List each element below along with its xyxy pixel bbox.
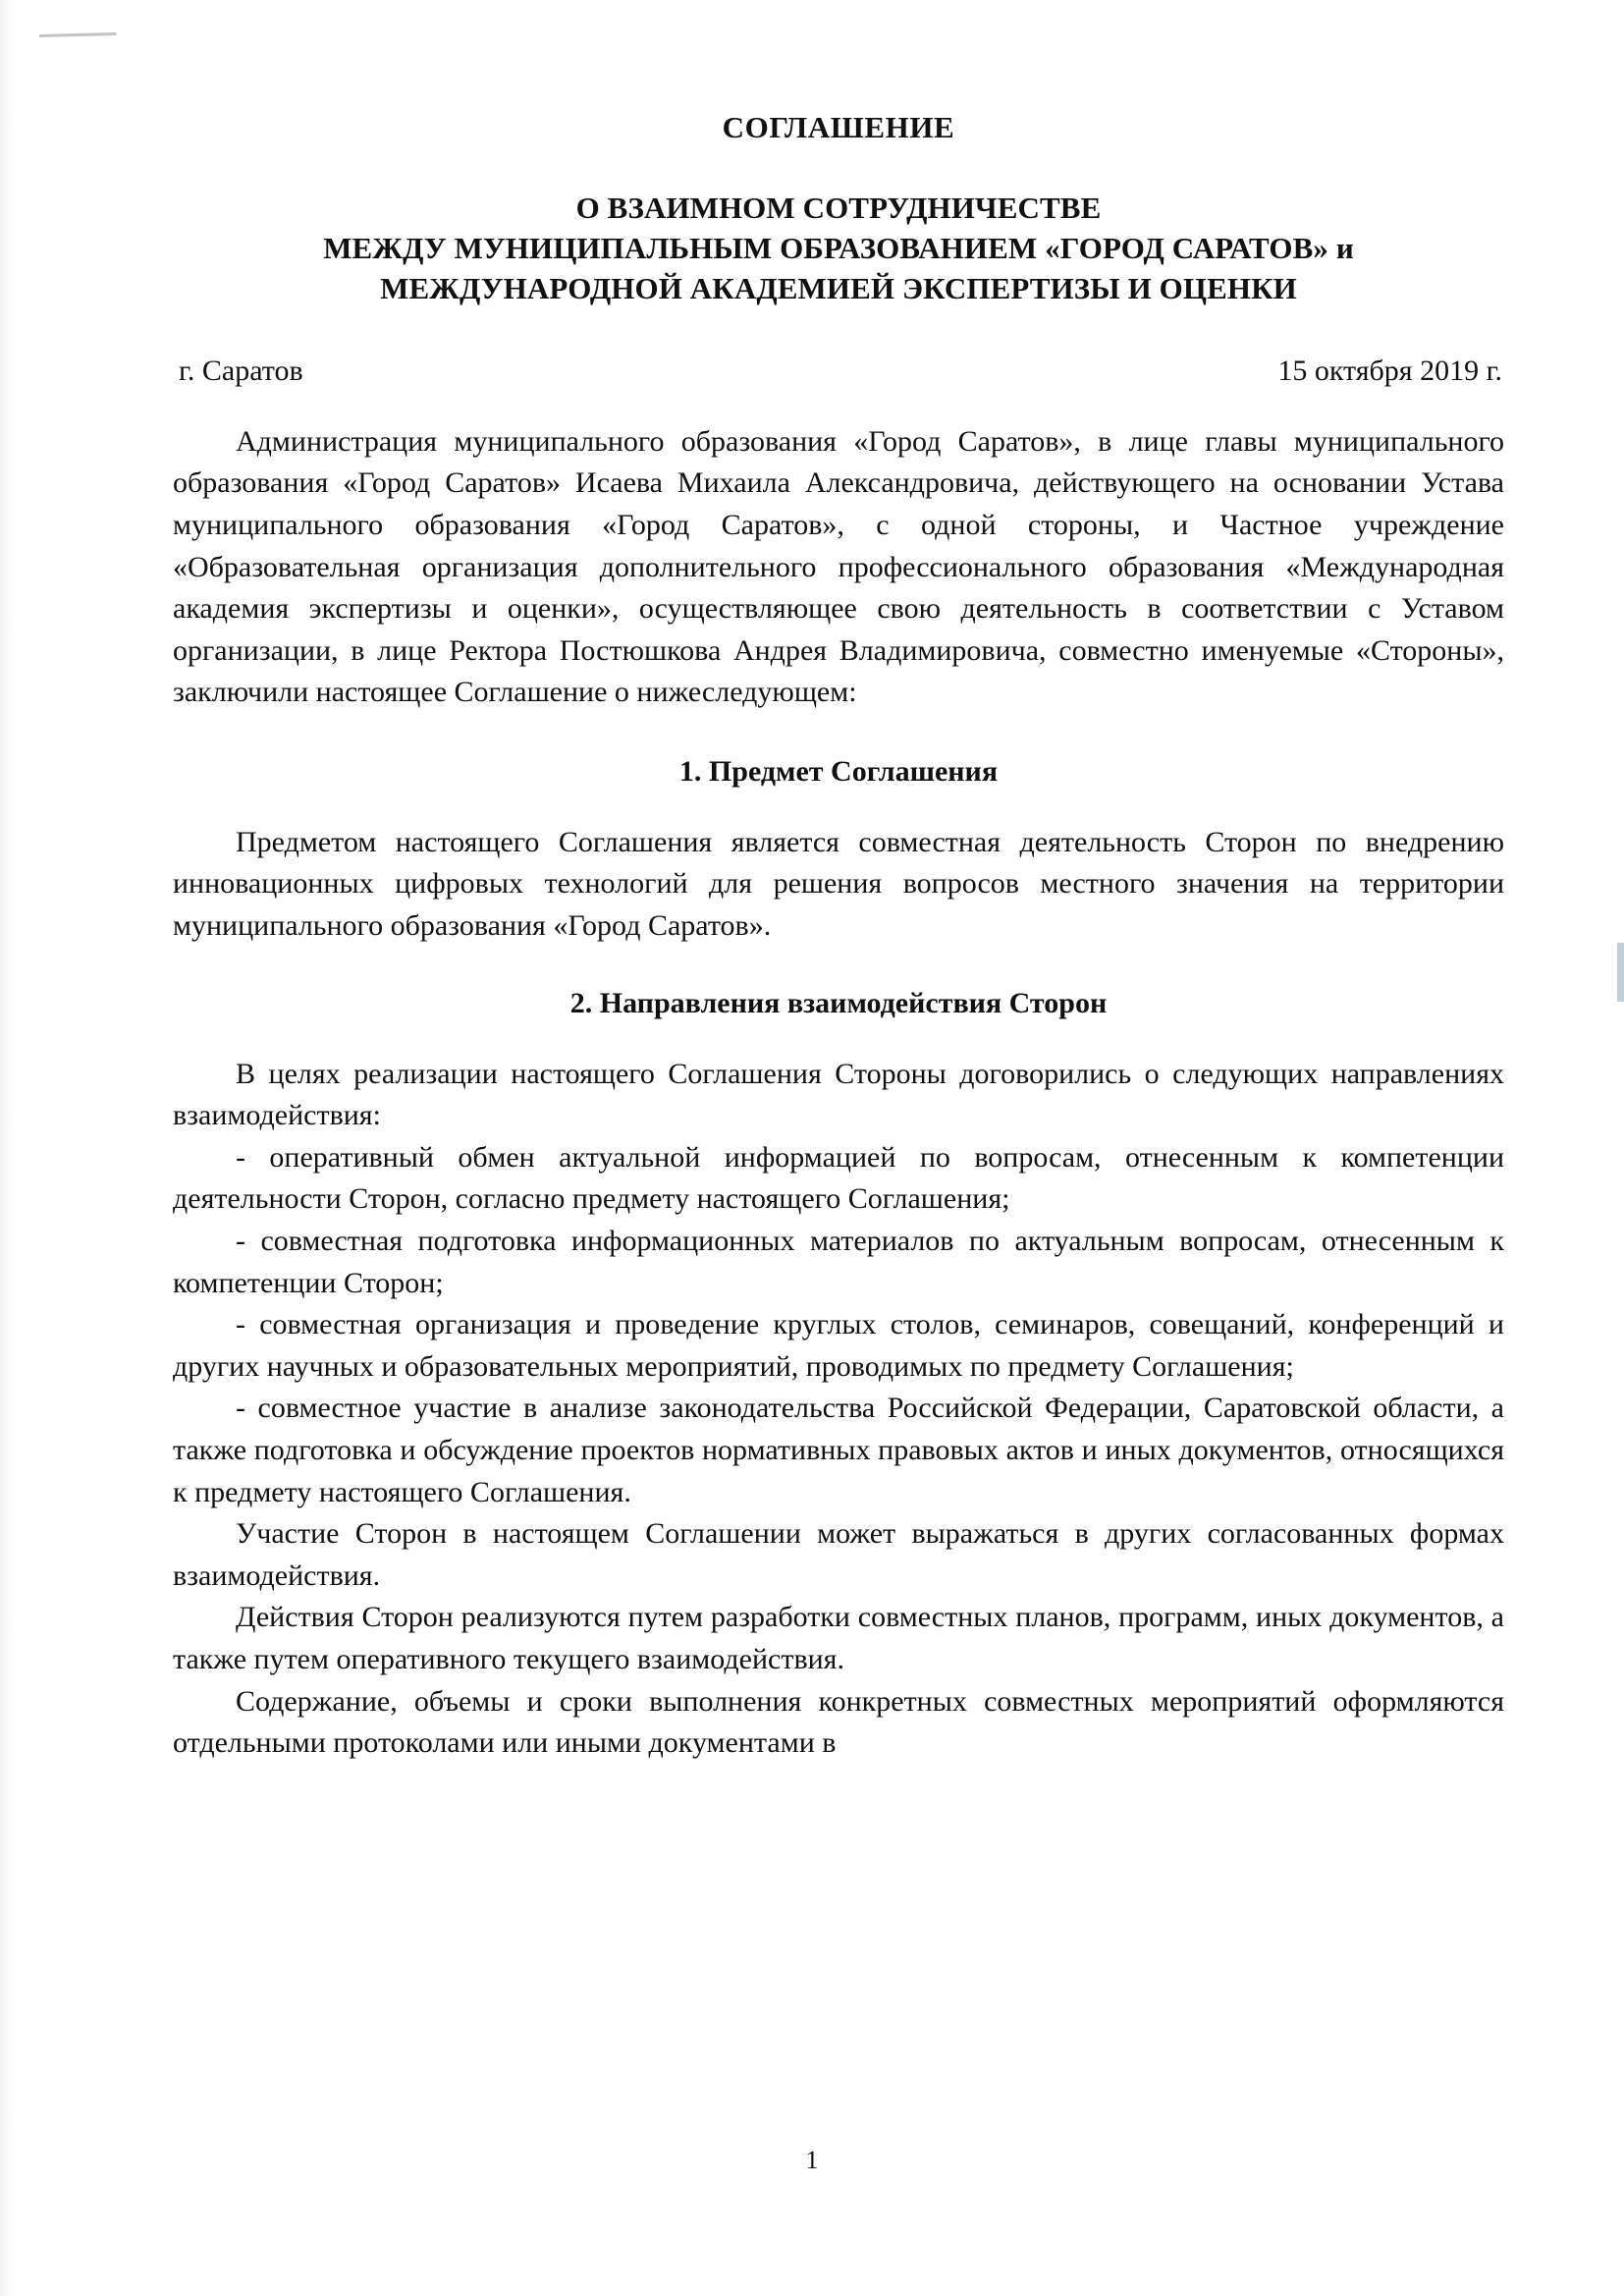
preamble-paragraph: Администрация муниципального образования «Город Саратов», в лице главы муниципального образования «Город Саратов» Исаева Михаила Александровича, действующего на основании Устава муниципального образования «Город Саратов», с одной стороны, и Частное учреждение «Образовательная организация дополнительного профессионального образования «Международная академия экспертизы и оценки», осуществляющее свою деятельность в соответствии с Уставом организации, в лице Ректора Постюшкова Андрея Владимировича, совместно именуемые «Стороны», заключили настоящее Соглашение о нижеследующем: bbox=[173, 424, 1504, 709]
section-2-paragraph-4: Содержание, объемы и сроки выполнения конкретных совместных мероприятий оформляются отдельными протоколами или иными документами в bbox=[173, 1684, 1504, 1760]
section-2-bullet-3: - совместная организация и проведение круглых столов, семинаров, совещаний, конференций и других научных и образовательных мероприятий, проводимых по предмету Соглашения; bbox=[173, 1308, 1504, 1383]
subtitle-line-2: МЕЖДУ МУНИЦИПАЛЬНЫМ ОБРАЗОВАНИЕМ «ГОРОД САРАТОВ» и bbox=[323, 230, 1354, 265]
page-number: 1 bbox=[805, 2146, 819, 2174]
section-heading-2: 2. Направления взаимодействия Сторон bbox=[569, 986, 1108, 1019]
section-2-paragraph-1: В целях реализации настоящего Соглашения Стороны договорились о следующих направлениях взаимодействия: bbox=[173, 1057, 1504, 1132]
document-subtitle bbox=[173, 189, 1504, 309]
scan-artifact-right-edge bbox=[1617, 943, 1624, 1002]
section-heading-1: 1. Предмет Соглашения bbox=[678, 754, 999, 788]
section-2-paragraph-3: Действия Сторон реализуются путем разработки совместных планов, программ, иных документов, а также путем оперативного текущего взаимодействия. bbox=[173, 1601, 1504, 1675]
section-2-bullet-4: - совместное участие в анализе законодательства Российской Федерации, Саратовской области, а также подготовка и обсуждение проектов нормативных правовых актов и иных документов, относящихся к предмету настоящего Соглашения. bbox=[173, 1392, 1504, 1508]
document-body bbox=[173, 110, 1504, 1765]
section-1-paragraph-1: Предметом настоящего Соглашения является совместная деятельность Сторон по внедрению инновационных цифровых технологий для решения вопросов местного значения на территории муниципального образования «Город Саратов». bbox=[173, 825, 1504, 943]
section-2-bullet-2: - совместная подготовка информационных материалов по актуальным вопросам, отнесенным к компетенции Сторон; bbox=[173, 1225, 1504, 1299]
document-title: СОГЛАШЕНИЕ bbox=[722, 110, 955, 144]
scan-artifact-top-left bbox=[39, 32, 116, 37]
scan-shadow bbox=[0, 0, 14, 2296]
section-2-paragraph-2: Участие Сторон в настоящем Соглашении может выражаться в других согласованных формах взаимодействия. bbox=[173, 1517, 1504, 1592]
subtitle-line-1: О ВЗАИМНОМ СОТРУДНИЧЕСТВЕ bbox=[575, 191, 1102, 225]
document-meta bbox=[173, 355, 1504, 388]
date-of-signing: 15 октября 2019 г. bbox=[1277, 354, 1502, 387]
section-2-bullet-1: - оперативный обмен актуальной информацией по вопросам, отнесенным к компетенции деятельности Сторон, согласно предмету настоящего Соглашения; bbox=[173, 1140, 1504, 1216]
place-of-signing: г. Саратов bbox=[179, 354, 303, 387]
subtitle-line-3: МЕЖДУНАРОДНОЙ АКАДЕМИЕЙ ЭКСПЕРТИЗЫ И ОЦЕНКИ bbox=[380, 270, 1297, 305]
